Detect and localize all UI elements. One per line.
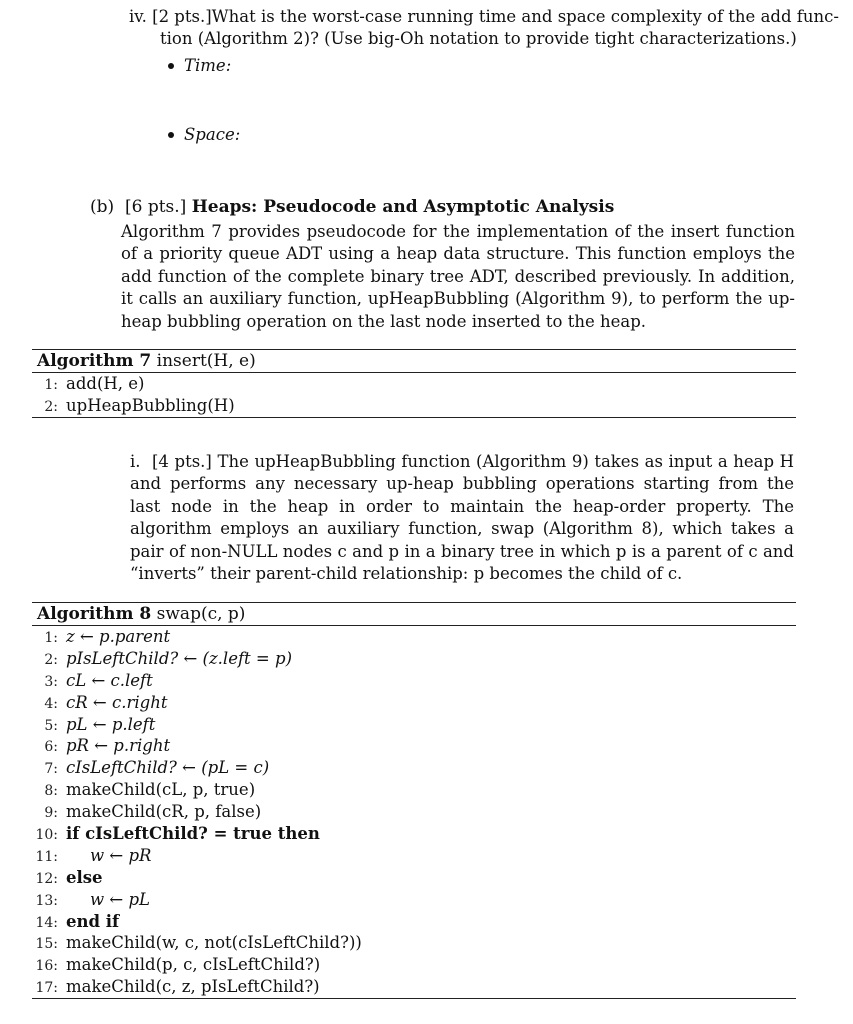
algo-line: 5: pL ← p.left	[44, 714, 156, 734]
algo-line: 7: cIsLeftChild? ← (pL = c)	[44, 758, 270, 778]
section-b-heading	[90, 196, 614, 218]
algo-line: 11: w ← pR	[35, 845, 152, 865]
algo-line: 14: end if	[35, 911, 120, 931]
algo-line: 1: add(H, e)	[44, 374, 145, 393]
question-i-text: The upHeapBubbling function (Algorithm 9) takes as input a heap H and performs any necessary up-heap bubbling operations starting from the last node in the heap in order to maintain the heap-order property. The algorithm employs an auxiliary function, swap (Algorithm 8), which takes a pair of non-NULL nodes c and p in a binary tree in which p is a parent of c and “inverts” their parent-child relationship: p becomes the child of c.	[130, 452, 795, 584]
algo-line: 4: cR ← c.right	[44, 692, 168, 712]
algorithm-8-box	[32, 602, 796, 999]
section-b-points: [6 pts.]	[124, 197, 187, 217]
algo-line: 3: cL ← c.left	[44, 670, 153, 690]
bullet-icon	[168, 132, 174, 138]
algo-line: 6: pR ← p.right	[44, 736, 171, 756]
algo-line: 17: makeChild(c, z, pIsLeftChild?)	[35, 977, 320, 997]
algo-line: 1: z ← p.parent	[44, 627, 171, 646]
algo-line: 16: makeChild(p, c, cIsLeftChild?)	[35, 955, 321, 975]
section-b-label: (b)	[90, 197, 115, 217]
time-label: Time:	[184, 56, 232, 75]
question-iv-line-2: tion (Algorithm 2)? (Use big-Oh notation to provide tight characterizations.)	[160, 29, 797, 48]
question-i-paragraph	[130, 451, 794, 585]
algo-line: 15: makeChild(w, c, not(cIsLeftChild?))	[35, 933, 362, 953]
algorithm-7-box	[32, 349, 796, 418]
bullet-icon	[168, 63, 174, 69]
question-i-label: i.	[130, 452, 141, 471]
section-b-paragraph: Algorithm 7 provides pseudocode for the implementation of the insert function of a priority queue ADT using a heap data structure. This function employs the add function of the complete binary tree ADT, described previously. In addition, it calls an auxiliary function, upHeapBubbling (Algorithm 9), to perform the up-heap bubbling operation on the last node inserted to the heap.	[121, 222, 795, 331]
algo-line: 10: if cIsLeftChild? = true then	[35, 824, 320, 844]
algo-line: 8: makeChild(cL, p, true)	[44, 780, 256, 800]
algo-line: 9: makeChild(cR, p, false)	[44, 802, 262, 822]
question-i-points: [4 pts.]	[152, 452, 212, 471]
algo-line: 2: pIsLeftChild? ← (z.left = p)	[44, 648, 293, 668]
section-b-title: Heaps: Pseudocode and Asymptotic Analysis	[191, 197, 615, 217]
question-iv-line-1: iv. [2 pts.]What is the worst-case running time and space complexity of the add func-	[129, 7, 839, 26]
space-label: Space:	[184, 125, 241, 144]
algorithm-7-caption: Algorithm 7 insert(H, e)	[37, 351, 256, 371]
algorithm-8-caption: Algorithm 8 swap(c, p)	[37, 604, 246, 624]
algo-line: 12: else	[35, 867, 103, 887]
algo-line: 13: w ← pL	[35, 889, 150, 909]
algo-line: 2: upHeapBubbling(H)	[44, 395, 235, 415]
